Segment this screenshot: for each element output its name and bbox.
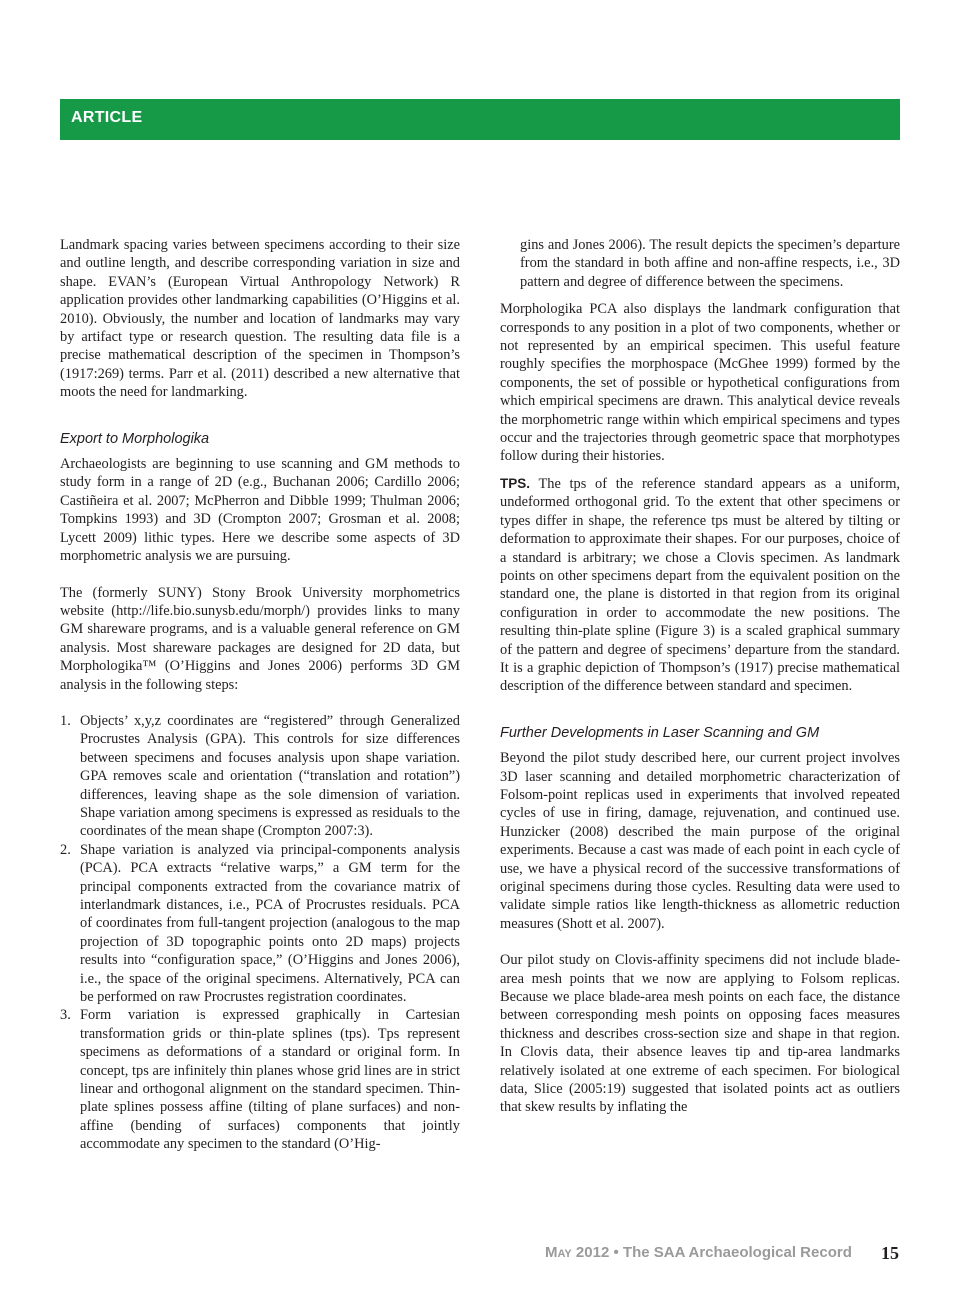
step-number: 3. (60, 1007, 71, 1024)
tps-run-in-heading: TPS. (500, 475, 531, 491)
heading-further-developments: Further Developments in Laser Scanning and GM (500, 724, 820, 741)
step-text: Objects’ x,y,z coordinates are “registered” through Generalized Procrustes Analysis (GPA). This controls for size differences between specimens and focuses analysis upon shape variation. GPA removes scale and orientation (“translation and rotation”) differences, leaving shape as the sole dimension of variation. Shape variation among specimens is expressed as residuals to the coordinates of the mean shape (Crompton 2007:3). (80, 712, 460, 840)
footer-separator: • (613, 1244, 619, 1261)
step-3-continuation: gins and Jones 2006). The result depicts the specimen’s departure from the standard in both affine and non-affine respects, i.e., 3D pattern and degree of difference between the specimens. (520, 237, 900, 290)
list-item (60, 841, 460, 1007)
running-footer (545, 1244, 852, 1261)
journal-title: The SAA Archaeological Record (622, 1244, 852, 1261)
step-text: Shape variation is analyzed via principal-components analysis (PCA). PCA extracts “relative warps,” a GM term for the principal components extracted from the covariance matrix of interlandmark distances, i.e., PCA of Procrustes residuals. PCA of coordinates from full-tangent projection (analogous to the map projection of 3D topographic points onto 2D maps) projects results into “configuration space,” (O’Higgins and Jones 2006), i.e., the space of the original specimens. Alternatively, PCA can be performed on raw Procrustes registration coordinates. (80, 841, 460, 1006)
step-number: 1. (60, 712, 71, 729)
steps-list (60, 712, 460, 1154)
section-label: ARTICLE (71, 109, 143, 126)
pilot-paragraph: Our pilot study on Clovis-affinity specimens did not include blade-area mesh points that we now are applying to Folsom replicas. Because we place blade-area mesh points on each face, the distance between corresponding mesh points on opposing faces measures thickness and describes cross-section size and shape in that region. In Clovis data, their absence leaves tip and tip-area landmarks relatively isolated at one extreme of each specimen. For biological data, Slice (2005:19) suggested that isolated points act as outliers that skew results by inflating the (500, 952, 900, 1116)
list-item (60, 712, 460, 841)
export-paragraph: Archaeologists are beginning to use scanning and GM methods to study form in a range of 2D (e.g., Buchanan 2006; Cardillo 2006; Castiñeira et al. 2007; McPherron and Dibble 1999; Thulman 2006; Tompkins 1993) and 3D (Crompton 2007; Grosman et al. 2008; Lycett 2009) lithic types. Here we describe some aspects of 3D morphometric analysis we are pursuing. (60, 456, 460, 565)
page-number: 15 (881, 1243, 899, 1263)
further-paragraph: Beyond the pilot study described here, our current project involves 3D laser scanning and detailed morphometric characterization of Folsom-point replicas used in experiments that involved repeated cycles of use in firing, damage, rejuvenation, and continued use. Hunzicker (2008) described the main purpose of the original experiments. Because a cast was made of each point in each cycle of use, we have a physical record of the successive transformations of original specimens during those cycles. Resulting data were used to validate simple ratios like length-thickness as allometric reduction measures (Shott et al. 2007). (500, 750, 900, 932)
heading-export-to-morphologika: Export to Morphologika (60, 430, 210, 447)
intro-paragraph: Landmark spacing varies between specimens according to their size and outline length, and describe corresponding variation in size and shape. EVAN’s (European Virtual Anthropology Network) R application provides other landmarking capabilities (O’Higgins et al. 2010). Obviously, the number and location of landmarks may vary by artifact type or research question. The resulting data file is a precise mathematical description of the specimen in Thompson’s (1917:269) terms. Parr et al. (2011) described a new alternative that moots the need for landmarking. (60, 237, 460, 401)
tps-paragraph-text: The tps of the reference standard appears as a uniform, undeformed orthogonal grid. To the extent that other specimens or types differ in shape, the reference tps must be altered by tilting or deformation to approximate their shapes. For our purposes, choice of a standard is arbitrary; we chose a Clovis specimen. As landmark points on other specimens depart from the equivalent position on the standard one, the plane is distorted in that region from its original configuration in order to accommodate the new positions. The resulting thin-plate spline (Figure 3) is a scaled graphical summary of the pattern and degree of specimens’ departure from the standard. It is a graphic depiction of Thompson’s (1917) precise mathematical description of the difference between standard and specimen. (500, 475, 900, 695)
step-number: 2. (60, 841, 71, 858)
tps-paragraph (500, 475, 900, 696)
stony-brook-paragraph: The (formerly SUNY) Stony Brook University morphometrics website (http://life.bio.sunysb.edu/morph/) provides links to many GM shareware programs, and is a valuable general reference on GM analysis. Most shareware packages are designed for 2D data, but Morphologika™ (O’Higgins and Jones 2006) performs 3D GM analysis in the following steps: (60, 584, 460, 693)
pca-paragraph: Morphologika PCA also displays the landmark configuration that corresponds to any position in a plot of two components, whether or not represented by an empirical specimen. This useful feature roughly specifies the morphospace (McGhee 1999) formed by the components, the set of possible or hypothetical configurations from which empirical specimens are drawn. This analytical device reveals the morphometric range within which empirical specimens and types occur and the trajectories through geometric space that morphotypes follow during their histories. (500, 301, 900, 465)
section-banner (60, 99, 900, 140)
right-column (500, 236, 900, 1117)
step-text: Form variation is expressed graphically in Cartesian transformation grids or thin-plate splines (tps). Tps represent specimens as deformations of a standard or original form. In concept, tps are infinitely thin planes whose grid lines are in strict linear and orthogonal alignment on the standard specimen. Thin-plate splines possess affine (tilting of plane surfaces) and non-affine (bending of surfaces) components that jointly accommodate any specimen to the standard (O’Hig- (80, 1007, 460, 1153)
issue-date: May 2012 (545, 1244, 610, 1261)
list-item (60, 1006, 460, 1153)
left-column (60, 236, 460, 1154)
